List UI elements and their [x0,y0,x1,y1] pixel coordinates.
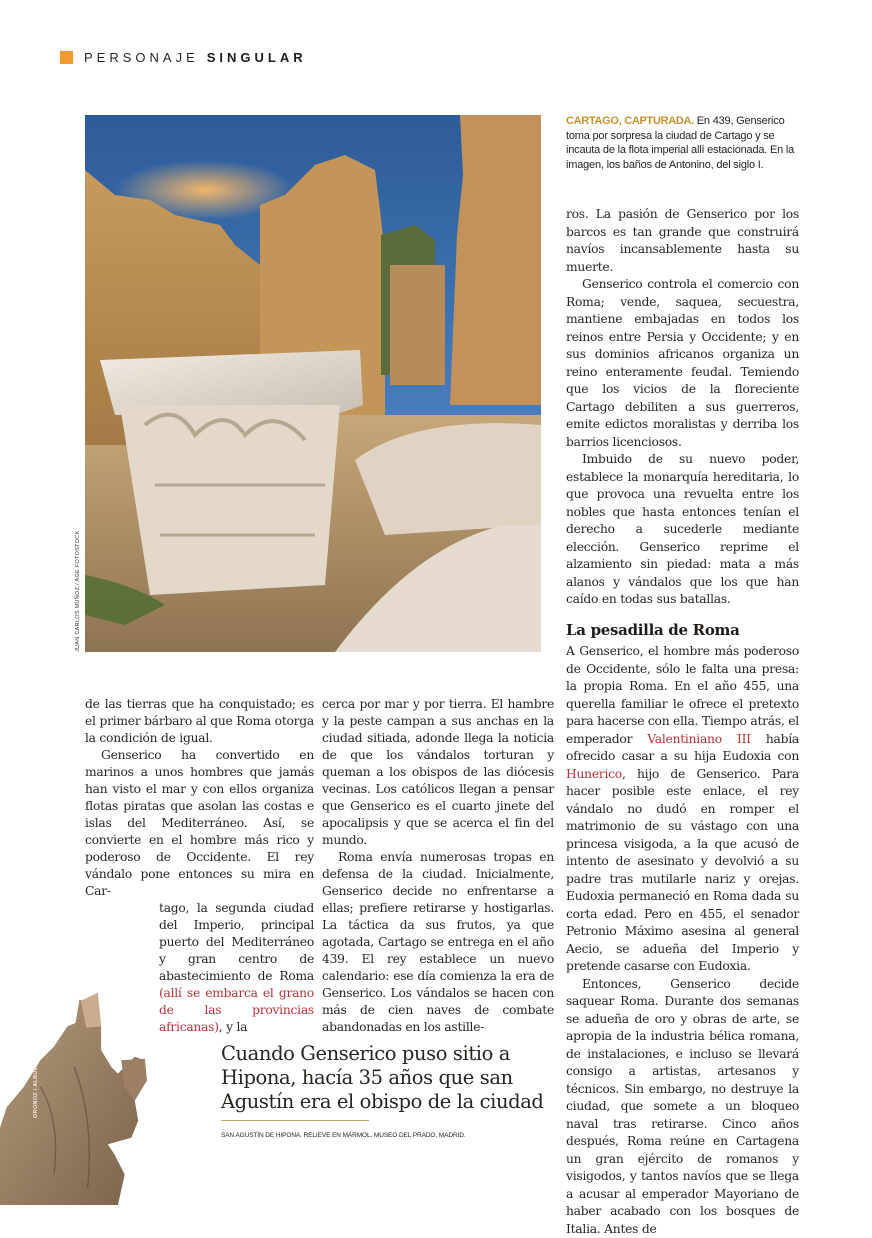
photo-caption [566,114,806,172]
statue-caption: SAN AGUSTÍN DE HIPONA. RELIEVE EN MÁRMOL. MUSEO DEL PRADO, MADRID. [221,1132,466,1139]
link-valentiniano[interactable]: Valentiniano III [647,732,751,746]
paragraph: Roma envía numerosas tropas en defensa de la ciudad. Inicialmente, Genserico decide no enfrentarse a ellas; prefiere retirarse y hostigarlas. La táctica da sus frutos, ya que agotada, Cartago se entrega en el año 439. El rey establece un nuevo calendario: ese día comienza la era de Genserico. Los vándalos se hacen con más de cien naves de combate abandonadas en los astille- [322,849,554,1036]
section-label: PERSONAJE [84,50,199,65]
paragraph: ros. La pasión de Genserico por los barcos es tan grande que construirá navíos incansablemente hasta su muerte. [566,206,799,276]
text: , y la [219,1020,247,1034]
carthage-baths-image [85,115,541,652]
text: tago, la segunda ciudad del Imperio, principal puerto del Mediterráneo y gran centro de abastecimiento de Roma [159,901,314,983]
paragraph: Imbuido de su nuevo poder, establece la monarquía hereditaria, lo que provoca una revuelta entre los nobles que hasta entonces tenían el derecho a sucederle mediante elección. Genserico reprime el alzamiento sin piedad: mata a más alanos y vándalos que los que han caído en todas sus batallas. [566,451,799,609]
paragraph: de las tierras que ha conquistado; es el primer bárbaro al que Roma otorga la condición de igual. [85,696,314,747]
article-column-left [85,696,314,1036]
caption-text: En 439, Genserico toma por sorpresa la ciudad de Cartago y se incauta de la flota imperial allí estacionada. En la imagen, los baños de Antonino, del siglo I. [566,115,794,171]
section-square-icon [60,51,73,64]
link-grain-note[interactable]: (allí se embarca el grano de las provincias africanas) [159,986,314,1034]
statue-credit: ORONOZ / ALBUM [33,1065,39,1118]
paragraph: Entonces, Genserico decide saquear Roma. Durante dos semanas se adueña de oro y obras de arte, se apropia de la industria bélica romana, de instalaciones, e incluso se llevará consigo a artistas, artesanos y técnicos. Sin embargo, no destruye la ciudad, que somete a un bloqueo naval tras retirarse. Cinco años después, Roma reúne en Cartagena un gran ejército de romanos y visigodos, y tantos navíos que se llega a acusar al emperador Mayoriano de haber acabado con los bosques de Italia. Antes de [566,976,799,1238]
photo-credit: JUAN CARLOS MUÑOZ / AGE FOTOSTOCK [75,530,81,652]
pull-quote: Cuando Genserico puso sitio a Hipona, hacía 35 años que san Agustín era el obispo de la ciudad [221,1042,551,1114]
ruins-photo [85,115,541,652]
paragraph: cerca por mar y por tierra. El hambre y la peste campan a sus anchas en la ciudad sitiada, adonde llega la noticia de que los vándalos torturan y queman a los obispos de las diócesis vecinas. Los católicos llegan a pensar que Genserico es el cuarto jinete del apocalipsis y que se acerca el fin del mundo. [322,696,554,849]
paragraph [566,643,799,976]
paragraph: Genserico controla el comercio con Roma; vende, saquea, secuestra, mantiene embajadas en todos los reinos entre Persia y Occidente; y en sus dominios africanos organiza un reino enteramente feudal. Temiendo que los vicios de la floreciente Cartago debiliten a sus guerreros, emite edictos moralistas y derriba los barrios licenciosos. [566,276,799,451]
pull-quote-rule [221,1120,369,1121]
text: A Genserico, el hombre más poderoso de Occidente, sólo le falta una presa: la propia Roma. En el año 455, una querella familiar le ofrece el pretexto para hacerse con ella. Tiempo atrás, el emperador [566,644,799,746]
subheading: La pesadilla de Roma [566,622,799,640]
link-hunerico[interactable]: Hunerico [566,767,622,781]
article-column-right [566,206,799,1238]
text: , hijo de Genserico. Para hacer posible este enlace, el rey vándalo no dudó en romper el matrimonio de su vástago con una princesa visigoda, a la que acusó de intento de asesinato y devolvió a su padre tras mutilarle nariz y orejas. Eudoxia permaneció en Roma dada su corta edad. Pero en 455, el senador Petronio Máximo asesina al general Aecio, se adueña del Imperio y pretende casarse con Eudoxia. [566,767,799,974]
article-column-middle [322,696,554,1036]
paragraph: Genserico ha convertido en marinos a unos hombres que jamás han visto el mar y con ellos organiza flotas piratas que asolan las costas e islas del Mediterráneo. Así, se convierte en el hombre más rico y poderoso de Occidente. El rey vándalo pone entonces su mira en Car- [85,747,314,900]
caption-lead: CARTAGO, CAPTURADA. [566,115,694,127]
text: había ofrecido casar a su hija Eudoxia con [566,732,799,764]
paragraph-wrapped [159,900,314,1036]
section-label-bold: SINGULAR [207,50,307,65]
section-header [60,49,307,65]
